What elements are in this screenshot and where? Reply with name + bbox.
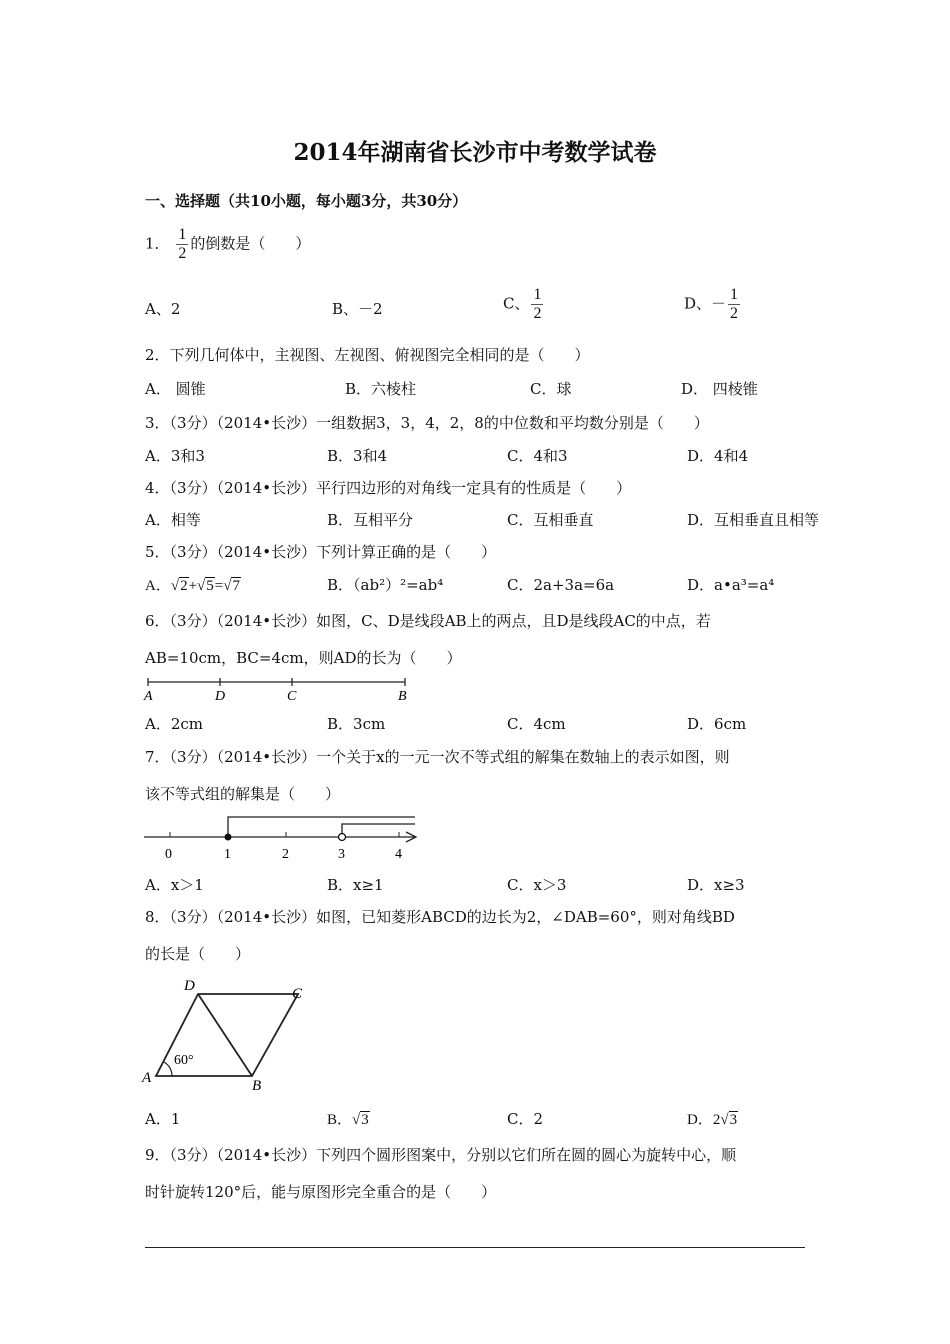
fraction-one-half: $\frac{1}{2}$ <box>730 286 739 322</box>
q3-option-b: B．3和4 <box>327 447 388 465</box>
q1-option-b: B、－2 <box>332 300 383 318</box>
q6-option-c: C．4cm <box>507 715 566 733</box>
q7-option-d: D．x≥3 <box>687 876 745 894</box>
point-label-c: C <box>287 689 297 704</box>
tick-label-1: 1 <box>224 847 231 862</box>
page-title: 2014年湖南省长沙市中考数学试卷 <box>293 139 657 166</box>
fraction-denominator: 2 <box>178 245 187 262</box>
q5-option-a: A．√2+√5=√7 <box>145 578 240 594</box>
q8-option-a: A．1 <box>145 1110 181 1128</box>
q2-option-d: D． 四棱锥 <box>681 380 758 398</box>
number-line-figure <box>140 812 425 864</box>
q5-option-c: C．2a+3a=6a <box>507 576 615 594</box>
tick-label-4: 4 <box>395 847 402 862</box>
rhombus-figure <box>140 972 315 1094</box>
q4-option-d: D．互相垂直且相等 <box>687 511 820 529</box>
open-point <box>339 834 346 841</box>
point-label-a: A <box>144 689 153 704</box>
question-5: 5．（3分）（2014•长沙）下列计算正确的是（ ） <box>145 543 497 561</box>
question-7-line-2: 该不等式组的解集是（ ） <box>145 785 341 803</box>
section-heading: 一、选择题（共10小题，每小题3分，共30分） <box>145 192 468 210</box>
sqrt-symbol: √2 <box>170 578 188 594</box>
q6-option-a: A．2cm <box>145 715 204 733</box>
question-1-text: 的倒数是（ ） <box>190 234 311 253</box>
q8-option-b: B．√3 <box>327 1112 369 1128</box>
question-8-line-1: 8．（3分）（2014•长沙）如图，已知菱形ABCD的边长为2，∠DAB=60°，则对角线BD <box>145 908 735 926</box>
question-1 <box>145 226 310 263</box>
point-label-b: B <box>398 689 407 704</box>
sqrt-symbol: √5 <box>197 578 214 594</box>
q2-option-b: B．六棱柱 <box>345 380 417 398</box>
question-6-line-2: AB=10cm，BC=4cm，则AD的长为（ ） <box>145 649 462 667</box>
q5-option-d: D．a•a³=a⁴ <box>687 576 775 594</box>
vertex-label-c: C <box>292 986 303 1002</box>
q3-option-a: A．3和3 <box>145 447 205 465</box>
question-4: 4．（3分）（2014•长沙）平行四边形的对角线一定具有的性质是（ ） <box>145 479 632 497</box>
q6-option-d: D．6cm <box>687 715 747 733</box>
vertex-label-d: D <box>184 978 195 994</box>
q2-option-c: C．球 <box>530 380 572 398</box>
tick-label-3: 3 <box>338 847 345 862</box>
q1-option-c-label: C、 <box>503 294 530 313</box>
q1-option-a: A、2 <box>145 300 181 318</box>
q5-option-a-label: A． <box>145 578 171 594</box>
tick-label-2: 2 <box>282 847 289 862</box>
q7-option-c: C．x＞3 <box>507 876 567 894</box>
q4-option-b: B．互相平分 <box>327 511 414 529</box>
q1-option-d <box>684 286 742 323</box>
sqrt-symbol: √3 <box>352 1112 369 1128</box>
question-1-number: 1． <box>145 234 170 253</box>
q1-option-d-label: D、－ <box>684 294 727 313</box>
segment-figure <box>140 672 420 706</box>
question-8-line-2: 的长是（ ） <box>145 945 251 963</box>
q8-option-d: D．2√3 <box>687 1112 738 1128</box>
vertex-label-a: A <box>142 1070 152 1086</box>
q7-option-a: A．x＞1 <box>145 876 204 894</box>
tick-label-0: 0 <box>165 847 172 862</box>
question-3: 3．（3分）（2014•长沙）一组数据3，3，4，2，8的中位数和平均数分别是（ ） <box>145 414 709 432</box>
question-9-line-1: 9．（3分）（2014•长沙）下列四个圆形图案中，分别以它们所在圆的圆心为旋转中心，顺 <box>145 1146 737 1164</box>
fraction-one-half <box>176 226 188 263</box>
footer-divider <box>145 1247 805 1248</box>
q6-option-b: B．3cm <box>327 715 386 733</box>
question-7-line-1: 7．（3分）（2014•长沙）一个关于x的一元一次不等式组的解集在数轴上的表示如图，则 <box>145 748 730 766</box>
angle-label: 60° <box>174 1053 194 1068</box>
sqrt-symbol: √3 <box>720 1112 738 1128</box>
q3-option-d: D．4和4 <box>687 447 749 465</box>
q3-option-c: C．4和3 <box>507 447 568 465</box>
question-9-line-2: 时针旋转120°后，能与原图形完全重合的是（ ） <box>145 1183 497 1201</box>
q4-option-a: A．相等 <box>145 511 201 529</box>
closed-point <box>225 834 232 841</box>
q1-option-c <box>503 286 545 323</box>
q8-option-c: C．2 <box>507 1110 544 1128</box>
point-label-d: D <box>215 689 226 704</box>
q4-option-c: C．互相垂直 <box>507 511 594 529</box>
question-2: 2．下列几何体中，主视图、左视图、俯视图完全相同的是（ ） <box>145 346 590 364</box>
q5-option-b: B．（ab²）²=ab⁴ <box>327 576 444 594</box>
fraction-numerator: 1 <box>178 226 187 243</box>
fraction-one-half: $\frac{1}{2}$ <box>533 286 542 322</box>
question-6-line-1: 6．（3分）（2014•长沙）如图，C、D是线段AB上的两点，且D是线段AC的中点，若 <box>145 612 711 630</box>
q7-option-b: B．x≥1 <box>327 876 384 894</box>
q2-option-a: A． 圆锥 <box>145 380 206 398</box>
sqrt-symbol: √7 <box>223 578 240 594</box>
vertex-label-b: B <box>252 1078 262 1094</box>
